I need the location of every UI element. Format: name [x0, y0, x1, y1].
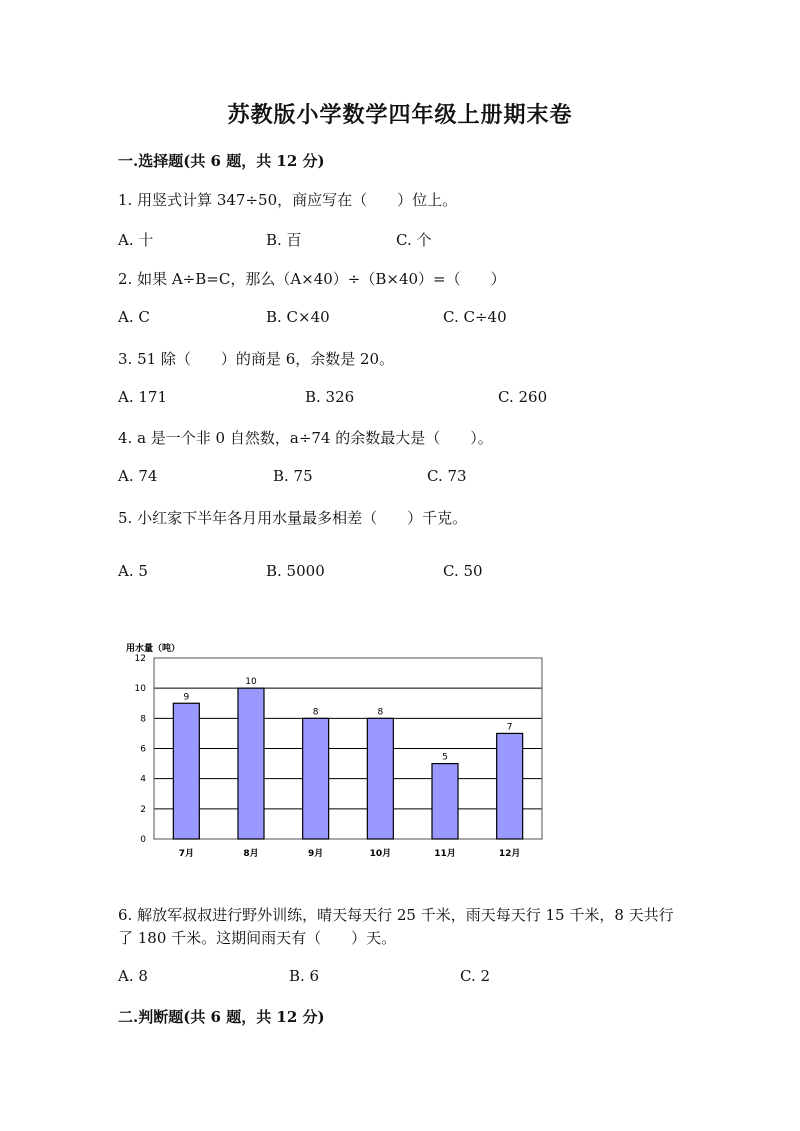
question-4: 4. a 是一个非 0 自然数，a÷74 的余数最大是（ ）。 [118, 429, 493, 447]
question-3: 3. 51 除（ ）的商是 6，余数是 20。 [118, 350, 395, 368]
q5-option-c: C. 50 [443, 562, 483, 580]
bar-data-label: 9 [183, 692, 190, 703]
y-tick-label: 2 [140, 804, 146, 815]
q4-option-a: A. 74 [118, 467, 158, 485]
x-tick-label: 10月 [369, 849, 392, 859]
q5-option-b: B. 5000 [266, 562, 325, 580]
y-axis-title: 用水量（吨） [126, 644, 181, 654]
q2-option-a: A. C [118, 308, 150, 326]
section-heading-judgment: 二.判断题(共 6 题，共 12 分) [118, 1008, 325, 1026]
q2-option-c: C. C÷40 [443, 308, 507, 326]
q3-option-b: B. 326 [305, 388, 355, 406]
section-heading-choice: 一.选择题(共 6 题，共 12 分) [118, 152, 325, 170]
bar-data-label: 10 [245, 677, 257, 688]
question-2: 2. 如果 A÷B=C，那么（A×40）÷（B×40）=（ ） [118, 270, 506, 288]
y-tick-label: 0 [140, 835, 146, 845]
q6-option-a: A. 8 [118, 967, 148, 985]
bar [238, 688, 264, 839]
q4-option-b: B. 75 [273, 467, 313, 485]
bar-data-label: 7 [506, 722, 513, 733]
bar-data-label: 8 [312, 707, 319, 718]
q1-option-c: C. 个 [396, 231, 432, 249]
q3-option-c: C. 260 [498, 388, 548, 406]
q4-option-c: C. 73 [427, 467, 467, 485]
q6-option-b: B. 6 [289, 967, 320, 985]
y-tick-label: 6 [140, 744, 146, 755]
x-tick-label: 11月 [434, 849, 456, 859]
q5-option-a: A. 5 [118, 562, 148, 580]
x-tick-label: 7月 [178, 849, 194, 859]
question-6: 6. 解放军叔叔进行野外训练，晴天每天行 25 千米，雨天每天行 15 千米，8 天共行了 180 千米。这期间雨天有（ ）天。 [118, 906, 674, 947]
bar [497, 733, 523, 839]
y-tick-label: 12 [134, 654, 146, 664]
bar [303, 718, 329, 839]
bar [173, 703, 199, 839]
q1-option-b: B. 百 [266, 231, 302, 249]
question-5: 5. 小红家下半年各月用水量最多相差（ ）千克。 [118, 509, 468, 527]
bar-data-label: 5 [442, 752, 448, 763]
bar-data-label: 8 [377, 707, 384, 718]
bar [367, 718, 393, 839]
water-usage-bar-chart [118, 638, 558, 868]
x-tick-label: 8月 [243, 849, 259, 859]
q2-option-b: B. C×40 [266, 308, 330, 326]
bar [432, 764, 458, 839]
question-1: 1. 用竖式计算 347÷50，商应写在（ ）位上。 [118, 191, 458, 209]
x-tick-label: 12月 [498, 849, 521, 859]
q6-option-c: C. 2 [460, 967, 491, 985]
y-tick-label: 4 [140, 774, 146, 785]
q1-option-a: A. 十 [118, 231, 154, 249]
page-title: 苏教版小学数学四年级上册期末卷 [227, 102, 573, 128]
y-tick-label: 8 [140, 714, 146, 725]
q3-option-a: A. 171 [118, 388, 167, 406]
y-tick-label: 10 [134, 684, 146, 695]
x-tick-label: 9月 [308, 849, 324, 859]
